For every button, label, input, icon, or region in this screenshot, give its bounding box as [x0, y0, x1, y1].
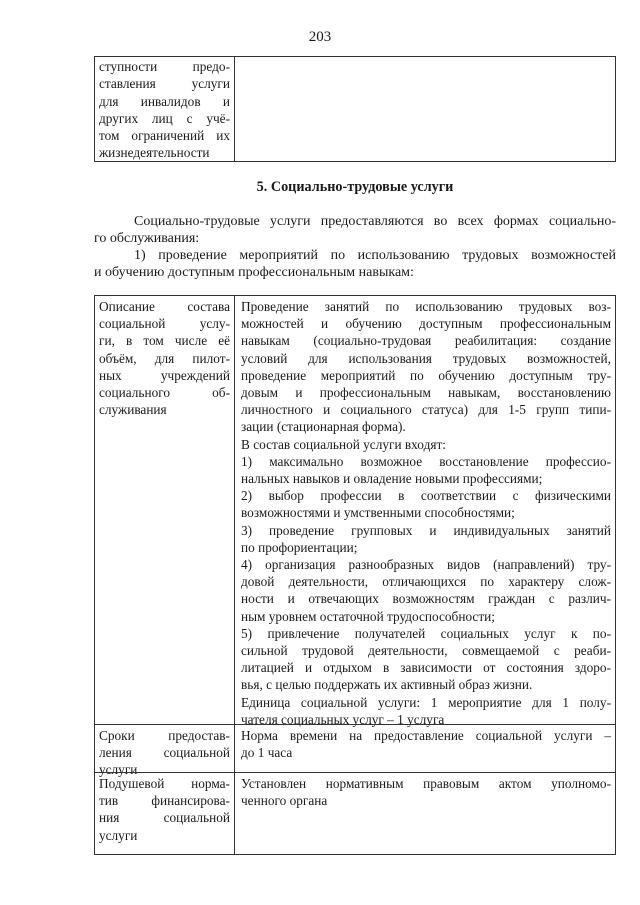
- content-line: Норма времени на предоставление социальной услуги –: [241, 728, 611, 743]
- content-line: личностного и социального статуса) для 1-5 групп типи-: [241, 402, 611, 418]
- label-line: Описание состава: [99, 299, 230, 314]
- content-line: вья, с целью поддержать их активный образ жизни.: [241, 677, 533, 693]
- table-row: [95, 772, 615, 855]
- service-table: [94, 295, 616, 855]
- label-line: ступности предо-: [99, 59, 230, 74]
- content-line: по профориентации;: [241, 539, 358, 555]
- paragraph-line: Социально-трудовые услуги предоставляются во всех формах социально-: [134, 214, 616, 229]
- content-line: довой деятельности, отличающихся по характеру слож-: [241, 574, 611, 590]
- label-line: услуги: [99, 762, 138, 778]
- label-line: жизнедеятельности: [99, 145, 210, 161]
- content-line: 4) организация разнообразных видов (направлений) тру-: [241, 557, 611, 573]
- intro-paragraph: [94, 214, 616, 247]
- label-line: ставления услуги: [99, 76, 230, 92]
- label-line: социальной услу-: [99, 316, 230, 332]
- content-line: возможностями и умственными способностями;: [241, 505, 515, 521]
- paragraph-line: и обучению доступным профессиональным навыкам:: [94, 264, 414, 280]
- content-line: ным уровнем остаточной трудоспособности;: [241, 608, 495, 624]
- page-number: 203: [308, 29, 332, 45]
- label-line: услуги: [99, 827, 138, 843]
- paragraph-line: 1) проведение мероприятий по использованию трудовых возможностей: [134, 248, 616, 263]
- label-line: том ограничений их: [99, 128, 230, 144]
- label-line: тив финансирова-: [99, 793, 230, 809]
- content-line: 5) привлечение получателей социальных услуг к по-: [241, 625, 611, 641]
- content-line: Проведение занятий по использованию трудовых воз-: [241, 299, 611, 314]
- content-line: нальных навыков и овладение новыми профессиями;: [241, 471, 543, 487]
- label-line: объём, для пилот-: [99, 350, 230, 366]
- content-line: ченного органа: [241, 793, 328, 809]
- label-line: ния социальной: [99, 810, 230, 826]
- content-line: литацией и отдыхом в зависимости от состояния здоро-: [241, 660, 611, 676]
- row-label-cell: [95, 773, 235, 855]
- content-line: чателя социальных услуг – 1 услуга: [241, 711, 445, 727]
- content-line: зации (стационарная форма).: [241, 419, 406, 435]
- paragraph-line: го обслуживания:: [94, 230, 200, 246]
- row-label-cell: [95, 296, 235, 724]
- row-content-cell: [235, 773, 615, 855]
- label-line: Подушевой норма-: [99, 776, 230, 791]
- content-line: В состав социальной услуги входят:: [241, 436, 446, 452]
- label-line: других лиц с учё-: [99, 110, 230, 126]
- content-line: до 1 часа: [241, 745, 293, 761]
- content-line: навыкам (социально-трудовая реабилитация: создание: [241, 333, 611, 349]
- content-line: Единица социальной услуги: 1 мероприятие для 1 полу-: [241, 694, 611, 710]
- row-content-cell: [235, 725, 615, 773]
- content-line: 3) проведение групповых и индивидуальных занятий: [241, 522, 611, 538]
- item-paragraph: [94, 248, 616, 281]
- label-line: ги, в том числе её: [99, 333, 230, 349]
- label-line: социального об-: [99, 385, 230, 401]
- row-content-cell: [235, 296, 615, 727]
- label-line: ных учреждений: [99, 367, 230, 383]
- content-line: Установлен нормативным правовым актом уполномо-: [241, 776, 611, 791]
- content-line: ности и отвечающих возможностям граждан с различ-: [241, 591, 611, 607]
- content-line: сильной трудовой деятельности, совмещаемой с реаби-: [241, 643, 611, 659]
- content-line: довым и профессиональным навыкам, восстановлению: [241, 385, 611, 401]
- content-line: можностей и обучению доступным профессиональным: [241, 316, 611, 332]
- content-line: 2) выбор профессии в соответствии с физическими: [241, 488, 611, 504]
- table-row: [95, 296, 615, 727]
- section-heading: 5. Социально-трудовые услуги: [256, 179, 454, 195]
- label-line: ления социальной: [99, 745, 230, 761]
- content-line: условий для использования трудовых возможностей,: [241, 350, 611, 366]
- label-line: служивания: [99, 402, 167, 418]
- continued-table-label-cell: [95, 57, 235, 161]
- content-line: проведение мероприятий по обучению доступным тру-: [241, 367, 611, 383]
- continued-table: [94, 56, 616, 162]
- content-line: 1) максимально возможное восстановление профессио-: [241, 453, 611, 469]
- label-line: Сроки предостав-: [99, 728, 230, 743]
- table-row: [95, 724, 615, 778]
- label-line: для инвалидов и: [99, 93, 230, 109]
- row-label-cell: [95, 725, 235, 778]
